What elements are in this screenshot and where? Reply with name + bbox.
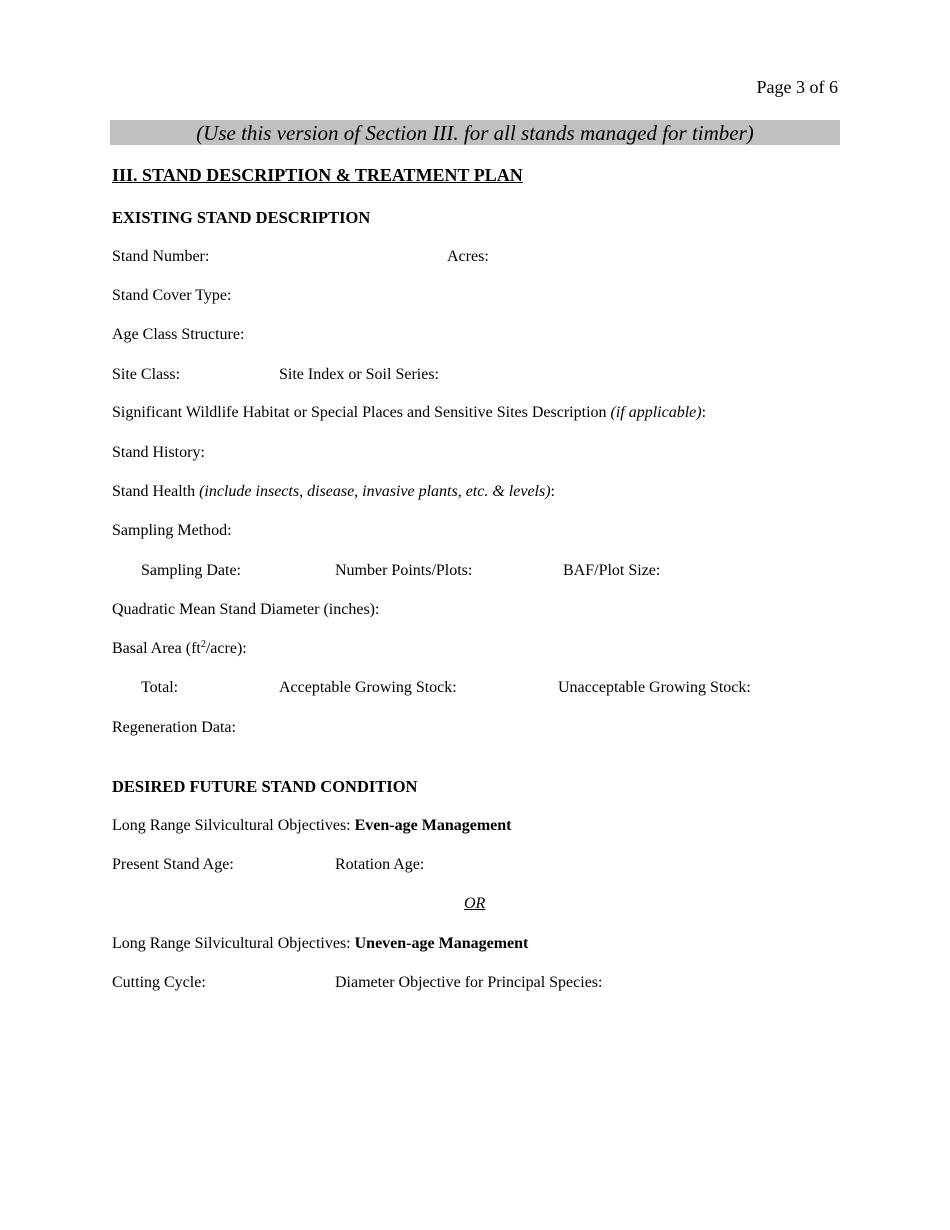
section-version-banner <box>110 120 840 145</box>
unacceptable-growing-stock-label: Unacceptable Growing Stock: <box>558 679 751 696</box>
wildlife-habitat-label <box>112 403 706 423</box>
age-class-structure-label: Age Class Structure: <box>112 326 245 343</box>
basal-area-unit: /acre): <box>205 640 247 657</box>
site-index-label: Site Index or Soil Series: <box>279 366 439 383</box>
desired-future-heading: DESIRED FUTURE STAND CONDITION <box>112 777 418 796</box>
sampling-date-label: Sampling Date: <box>141 562 241 579</box>
section-title: III. STAND DESCRIPTION & TREATMENT PLAN <box>112 165 523 185</box>
uneven-age-objectives <box>112 934 528 954</box>
diameter-objective-label: Diameter Objective for Principal Species: <box>335 974 603 991</box>
even-age-objectives <box>112 816 511 836</box>
basal-area-text: Basal Area (ft <box>112 640 201 657</box>
stand-health-colon: : <box>550 483 555 500</box>
sampling-method-label: Sampling Method: <box>112 522 232 539</box>
baf-plot-size-label: BAF/Plot Size: <box>563 562 661 579</box>
even-age-objectives-label: Long Range Silvicultural Objectives: <box>112 817 355 834</box>
rotation-age-label: Rotation Age: <box>335 856 425 873</box>
stand-number-label: Stand Number: <box>112 248 210 265</box>
banner-text: (Use this version of Section III. for all stands managed for timber) <box>196 121 754 145</box>
stand-health-note: (include insects, disease, invasive plants, etc. & levels) <box>199 483 551 500</box>
regeneration-data-label: Regeneration Data: <box>112 719 236 736</box>
uneven-age-management: Uneven-age Management <box>354 935 529 952</box>
stand-history-label: Stand History: <box>112 444 205 461</box>
site-class-label: Site Class: <box>112 366 181 383</box>
total-label: Total: <box>141 679 179 696</box>
stand-health-text: Stand Health <box>112 483 200 500</box>
page-number: Page 3 of 6 <box>756 77 838 97</box>
cutting-cycle-label: Cutting Cycle: <box>112 974 206 991</box>
basal-area-superscript: 2 <box>200 639 206 650</box>
even-age-management: Even-age Management <box>354 817 512 834</box>
acres-label: Acres: <box>447 248 489 265</box>
existing-stand-heading: EXISTING STAND DESCRIPTION <box>112 208 371 227</box>
stand-health-label <box>112 482 555 502</box>
basal-area-label <box>112 639 247 659</box>
present-stand-age-label: Present Stand Age: <box>112 856 234 873</box>
acceptable-growing-stock-label: Acceptable Growing Stock: <box>279 679 457 696</box>
or-divider: OR <box>464 895 486 912</box>
wildlife-habitat-note: (if applicable) <box>610 404 702 421</box>
wildlife-habitat-colon: : <box>701 404 707 421</box>
number-points-plots-label: Number Points/Plots: <box>335 562 473 579</box>
quadratic-mean-diameter-label: Quadratic Mean Stand Diameter (inches): <box>112 601 380 618</box>
stand-cover-type-label: Stand Cover Type: <box>112 287 232 304</box>
uneven-age-objectives-label: Long Range Silvicultural Objectives: <box>112 935 355 952</box>
wildlife-habitat-text: Significant Wildlife Habitat or Special Places and Sensitive Sites Description <box>112 404 611 421</box>
